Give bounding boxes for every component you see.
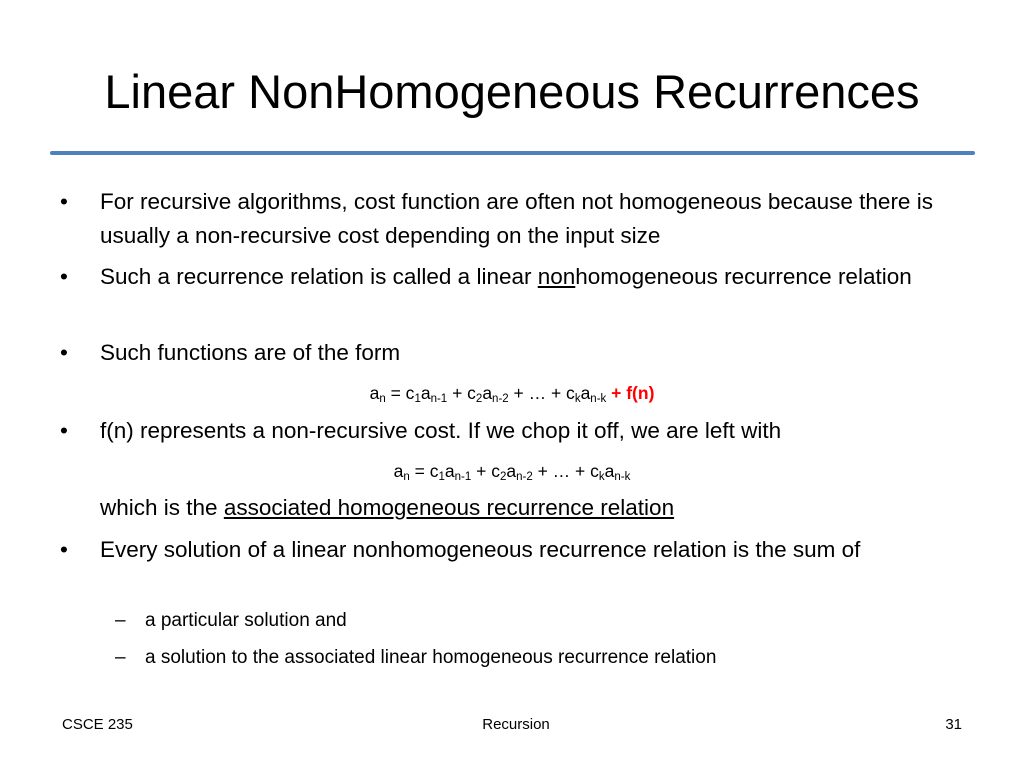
- slide-number: 31: [945, 716, 962, 733]
- title-underline-rule: [50, 151, 975, 155]
- associated-relation-term: associated homogeneous recurrence relation: [223, 495, 675, 520]
- sub-bullet-item-1: – a particular solution and: [145, 607, 347, 635]
- bullet-text: Such functions are of the form: [100, 340, 401, 365]
- bullet-item-4: [60, 414, 980, 448]
- bullet-icon: •: [60, 189, 68, 214]
- bullet-icon: •: [60, 537, 68, 562]
- bullet-text: For recursive algorithms, cost function are often not homogeneous because there is usually a non-recursive cost depending on the input size: [100, 189, 933, 248]
- dash-icon: –: [115, 647, 126, 668]
- footer-topic: Recursion: [482, 716, 550, 733]
- bullet-text: f(n) represents a non-recursive cost. If we chop it off, we are left with: [100, 418, 782, 443]
- bullet-icon: •: [60, 418, 68, 443]
- bullet-text-underlined: non: [537, 264, 576, 289]
- bullet-item-5: [60, 533, 980, 567]
- bullet-item-1: [60, 185, 980, 253]
- bullet-icon: •: [60, 340, 68, 365]
- nonrecursive-term: + f(n): [606, 383, 655, 403]
- recurrence-formula-nonhomogeneous: $a_n = c_1a_{n-1} + c_2a_{n-2}$ + … + $c_ka_{n-k} + f(n)$: [369, 383, 655, 405]
- recurrence-formula-homogeneous: $a_n = c_1a_{n-1} + c_2a_{n-2}$ + … + $c_ka_{n-k}$: [393, 461, 631, 483]
- bullet-item-3: [60, 336, 980, 370]
- footer-course: CSCE 235: [62, 716, 133, 733]
- bullet-icon: •: [60, 264, 68, 289]
- bullet-text-prefix: Such a recurrence relation is called a linear: [100, 264, 538, 289]
- sub-bullet-item-2: – a solution to the associated linear homogeneous recurrence relation: [145, 644, 716, 672]
- bullet-item-2: [60, 260, 980, 294]
- slide-title: Linear NonHomogeneous Recurrences: [104, 65, 920, 118]
- associated-relation-line: which is the associated homogeneous recurrence relation: [100, 495, 675, 520]
- bullet-text-suffix: homogeneous recurrence relation: [575, 264, 912, 289]
- bullet-text: Every solution of a linear nonhomogeneous recurrence relation is the sum of: [100, 537, 861, 562]
- dash-icon: –: [115, 610, 126, 631]
